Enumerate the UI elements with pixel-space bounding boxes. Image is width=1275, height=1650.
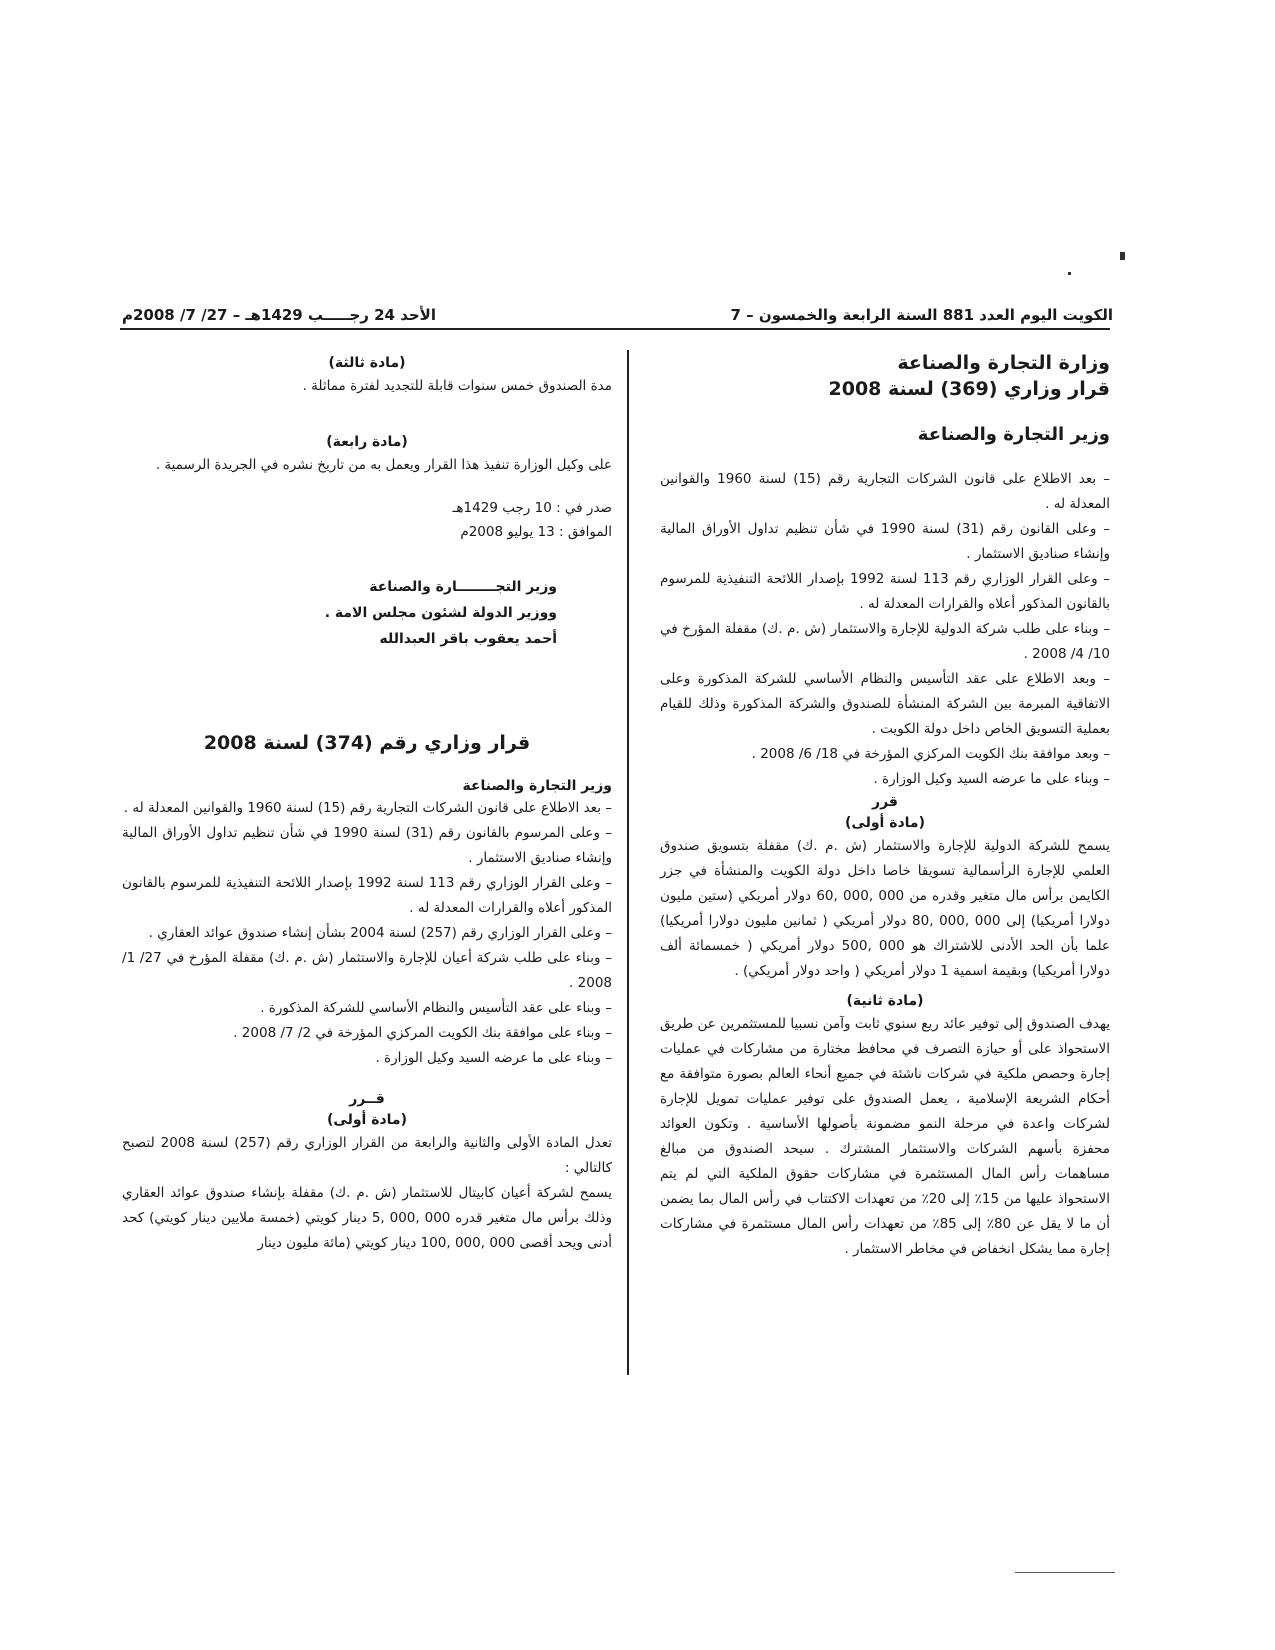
issuance-block	[122, 496, 612, 544]
decided-heading: قــرر	[349, 1091, 385, 1107]
header-issue-info: الكويت اليوم العدد 881 السنة الرابعة والخمسون – 7	[730, 306, 1113, 324]
article-2-title: (مادة ثانية)	[846, 993, 924, 1009]
ministry-title: وزارة التجارة والصناعة	[897, 352, 1110, 374]
article-2-text: يهدف الصندوق إلى توفير عائد ريع سنوي ثابت وآمن نسبيا للمستثمرين عن طريق الاستحواذ على أو حيازة التصرف في محافظ مختارة من مشاركات في عمليات إجارة وحصص ملكية في شركات ناشئة في جميع أنحاء العالم بصورة متوافقة مع أحكام الشريعة الإسلامية ، يعمل الصندوق على توفير عمليات تمويل للإجارة لشركات واعدة في مرحلة النمو مضمونة بأصولها الأساسية . وتكون العوائد محفزة بأسهم الشركات والاستثمار المشترك . سيحد الصندوق من مبالغ مساهمات رأس المال المستثمرة في مشاركات حقوق الملكية التي لم يتم الاستحواذ عليها من 15٪ إلى 20٪ من تعهدات الاكتتاب في رأس المال بما يضمن أن ما لا يقل عن 80٪ إلى 85٪ من تعهدات رأس المال مستثمرة في مشاركات إجارة مما يشكل انخفاض في مخاطر الاستثمار .	[660, 1016, 1111, 1257]
column-divider	[627, 350, 629, 1375]
preamble-item: – بعد الاطلاع على قانون الشركات التجارية رقم (15) لسنة 1960 والقوانين المعدلة له .	[660, 471, 1110, 512]
preamble-item: – وبناء على ما عرضه السيد وكيل الوزارة .	[873, 771, 1110, 787]
preamble-item: – وبعد الاطلاع على عقد التأسيس والنظام الأساسي للشركة المذكورة وعلى الاتفاقية المبرمة بين الشركة المنشأة للصندوق والشركة المذكورة وذلك للقيام بعملية التسويق الخاص داخل دولة الكويت .	[660, 671, 1110, 737]
decree-374-preamble	[122, 796, 612, 1071]
scan-speck	[1120, 252, 1125, 260]
signatory-name: أحمد يعقوب باقر العبدالله	[379, 631, 557, 647]
preamble-item: – وعلى القرار الوزاري رقم (257) لسنة 2004 بشأن إنشاء صندوق عوائد العقاري .	[148, 925, 612, 941]
signature-block	[122, 574, 612, 652]
preamble-item: – وعلى القرار الوزاري رقم 113 لسنة 1992 بإصدار اللائحة التنفيذية للمرسوم بالقانون المذكور أعلاه والقرارات المعدلة له .	[122, 875, 612, 916]
preamble-item: – وعلى القانون رقم (31) لسنة 1990 في شأن تنظيم تداول الأوراق المالية وإنشاء صناديق الاستثمار .	[660, 521, 1110, 562]
preamble-item: – وبناء على عقد التأسيس والنظام الأساسي للشركة المذكورة .	[260, 1000, 612, 1016]
right-column	[660, 350, 1110, 1262]
preamble-item: – وعلى القرار الوزاري رقم 113 لسنة 1992 بإصدار اللائحة التنفيذية للمرسوم بالقانون المذكور أعلاه والقرارات المعدلة له .	[660, 571, 1110, 612]
header-rule	[120, 328, 1110, 330]
decree-369-preamble	[660, 467, 1110, 792]
article-4-title: (مادة رابعة)	[326, 434, 408, 450]
preamble-item: – وعلى المرسوم بالقانون رقم (31) لسنة 1990 في شأن تنظيم تداول الأوراق المالية وإنشاء صناديق الاستثمار .	[122, 825, 612, 866]
preamble-item: – وبناء على ما عرضه السيد وكيل الوزارة .	[375, 1050, 612, 1066]
preamble-item: – وبناء على موافقة بنك الكويت المركزي المؤرخة في 2/ 7/ 2008 .	[233, 1025, 612, 1041]
decree-369-title: قرار وزاري (369) لسنة 2008	[828, 378, 1110, 400]
preamble-item: – وبناء على طلب شركة أعيان للإجارة والاستثمار (ش .م .ك) مقفلة المؤرخ في 27/ 1/ 2008 .	[122, 950, 613, 991]
decree-374-title: قرار وزاري رقم (374) لسنة 2008	[203, 732, 531, 754]
signature-line: وزير التجــــــــارة والصناعة	[369, 579, 557, 595]
article-1-title: (مادة أولى)	[845, 815, 925, 831]
footer-line	[1015, 1572, 1115, 1573]
article-3-text: مدة الصندوق خمس سنوات قابلة للتجديد لفترة مماثلة .	[302, 378, 612, 394]
issued-date: صدر في : 10 رجب 1429هـ	[452, 500, 612, 516]
corresponding-date: الموافق : 13 يوليو 2008م	[460, 524, 612, 540]
minister-subheading: وزير التجارة والصناعة	[462, 778, 612, 794]
minister-heading: وزير التجارة والصناعة	[917, 424, 1110, 445]
article-1b-text: يسمح لشركة أعيان كابيتال للاستثمار (ش .م .ك) مقفلة بإنشاء صندوق عوائد العقاري وذلك برأس مال متغير قدره 000 ,000 ,5 دينار كويتي (خمسة ملايين دينار كويتي) كحد أدنى ويحد أقصى 000 ,000 ,100 دينار كويتي (مائة مليون دينار	[122, 1185, 612, 1251]
signature-line: ووزير الدولة لشئون مجلس الامة .	[324, 605, 557, 621]
article-4-text: على وكيل الوزارة تنفيذ هذا القرار ويعمل به من تاريخ نشره في الجريدة الرسمية .	[155, 457, 612, 473]
article-1-text: يسمح للشركة الدولية للإجارة والاستثمار (ش .م .ك) مقفلة بتسويق صندوق العلمي للإجارة الرأسمالية تسويقا خاصا داخل دولة الكويت والمنشأة في جزر الكايمن برأس مال متغير وقدره من 000 ,000 ,60 دولار أمريكي (ستين مليون دولارا أمريكيا) إلى 000 ,000 ,80 دولار أمريكي ( ثمانين مليون دولارا أمريكيا) علما بأن الحد الأدنى للاشتراك هو 000 ,500 دولار أمريكي ( خمسمائة ألف دولارا أمريكيا) وبقيمة اسمية 1 دولار أمريكي ( واحد دولار أمريكي) .	[660, 838, 1110, 979]
preamble-item: – وبعد موافقة بنك الكويت المركزي المؤرخة في 18/ 6/ 2008 .	[751, 746, 1110, 762]
article-1b-intro: تعدل المادة الأولى والثانية والرابعة من القرار الوزاري رقم (257) لسنة 2008 لتصبح كالتالي :	[122, 1135, 612, 1176]
article-1b-title: (مادة أولى)	[327, 1112, 407, 1128]
decided-heading: قرر	[872, 794, 898, 810]
article-3-title: (مادة ثالثة)	[328, 355, 406, 371]
preamble-item: – بعد الاطلاع على قانون الشركات التجارية رقم (15) لسنة 1960 والقوانين المعدلة له .	[123, 800, 612, 816]
preamble-item: – وبناء على طلب شركة الدولية للإجارة والاستثمار (ش .م .ك) مقفلة المؤرخ في 10/ 4/ 2008 .	[660, 621, 1110, 662]
scan-speck	[1068, 272, 1071, 275]
left-column	[122, 352, 612, 1256]
header-date: الأحد 24 رجـــــب 1429هـ – 27/ 7/ 2008م	[122, 306, 436, 324]
